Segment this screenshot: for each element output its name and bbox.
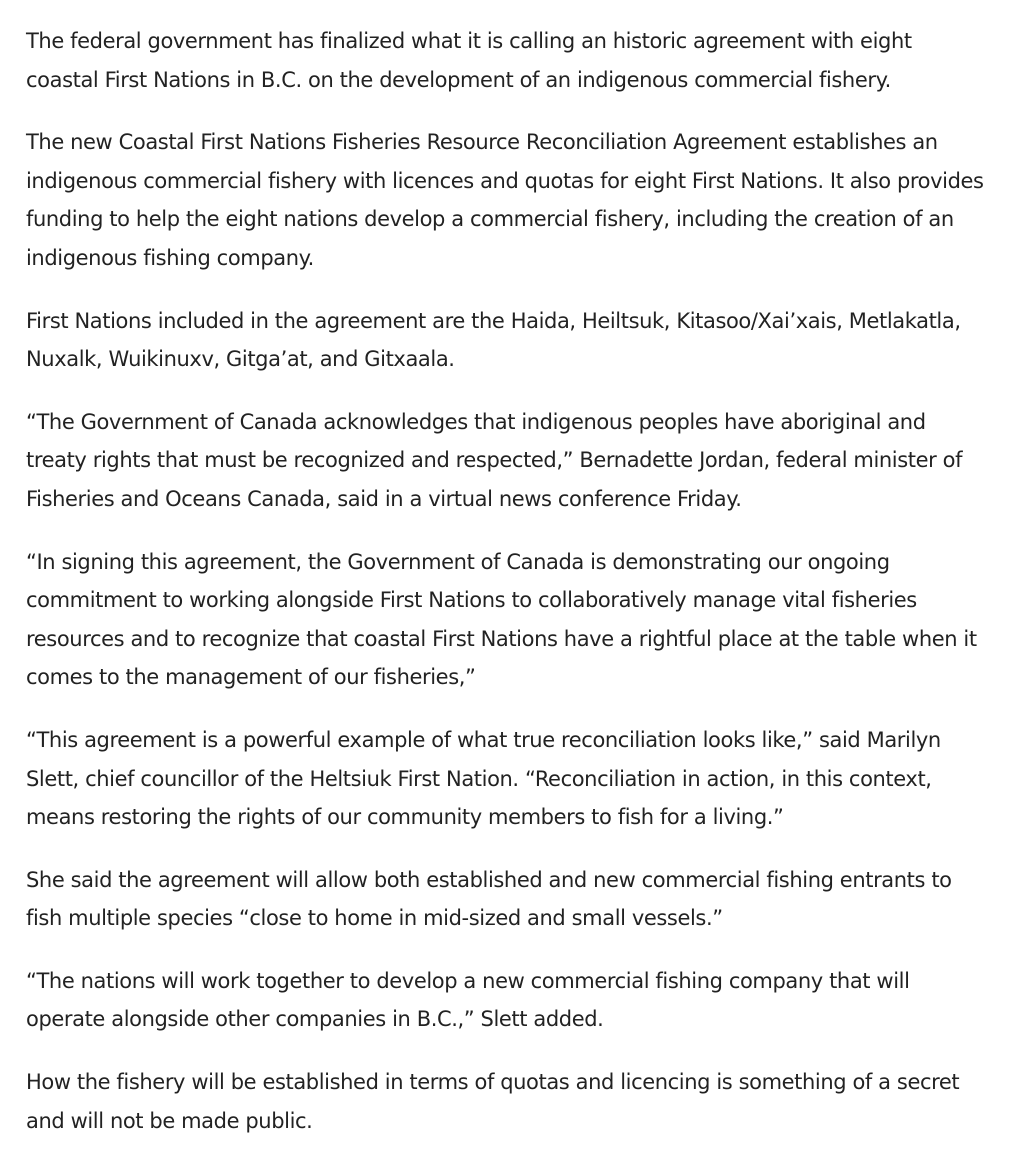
- paragraph-2: The new Coastal First Nations Fisheries Resource Reconciliation Agreement establishes an indigenous commercial fishery with licences and quotas for eight First Nations. It also provides funding to help the eight nations develop a commercial fishery, including the creation of an indigenous fishing company.: [26, 130, 984, 270]
- paragraph-6: “This agreement is a powerful example of what true reconciliation looks like,” said Marilyn Slett, chief councillor of the Heltsiuk First Nation. “Reconciliation in action, in this context, means restoring the rights of our community members to fish for a living.”: [26, 727, 941, 830]
- paragraph-8: “The nations will work together to develop a new commercial fishing company that will operate alongside other companies in B.C.,” Slett added.: [26, 968, 910, 1032]
- paragraph-7: She said the agreement will allow both established and new commercial fishing entrants to fish multiple species “close to home in mid-sized and small vessels.”: [26, 867, 952, 931]
- paragraph-5: “In signing this agreement, the Government of Canada is demonstrating our ongoing commitment to working alongside First Nations to collaboratively manage vital fisheries resources and to recognize that coastal First Nations have a rightful place at the table when it comes to the management of our fisheries,”: [26, 549, 977, 690]
- paragraph-9: How the fishery will be established in terms of quotas and licencing is something of a secret and will not be made public.: [26, 1070, 960, 1133]
- paragraph-4: “The Government of Canada acknowledges that indigenous peoples have aboriginal and treaty rights that must be recognized and respected,” Bernadette Jordan, federal minister of Fisheries and Oceans Canada, said in a virtual news conference Friday.: [26, 409, 963, 511]
- paragraph-3: First Nations included in the agreement are the Haida, Heiltsuk, Kitasoo/Xai’xais, Metlakatla, Nuxalk, Wuikinuxv, Gitga’at, and Gitxaala.: [26, 308, 961, 372]
- paragraph-1: The federal government has finalized what it is calling an historic agreement with eight coastal First Nations in B.C. on the development of an indigenous commercial fishery.: [26, 29, 912, 92]
